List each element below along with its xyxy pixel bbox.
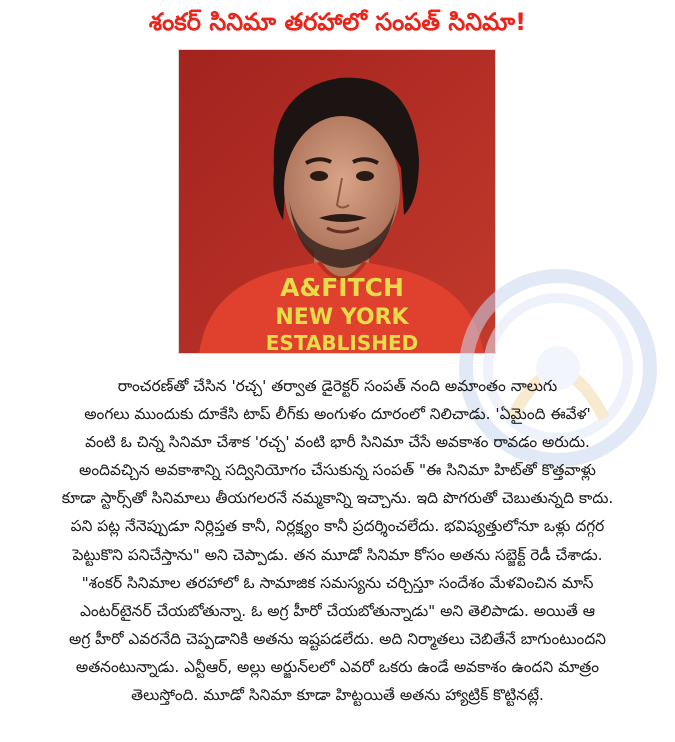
shirt-print-line-2: NEW YORK (275, 305, 409, 330)
article-line: తెలుస్తోంది. మూడో సినిమా కూడా హిట్టయితే అతను హ్యాట్రిక్ కొట్టినట్లే. (131, 686, 544, 705)
article-line: అతనంటున్నాడు. ఎన్టీఆర్, అల్లు అర్జున్‌లలో ఎవరో ఒకరు ఉండే అవకాశం ఉందని మాత్రం (75, 657, 600, 676)
article-line: "శంకర్ సినిమాల తరహాలో ఓ సామాజిక సమస్యను చర్చిస్తూ సందేశం మేళవించిన మాస్ (81, 573, 594, 592)
article-line: అంగలు ముందుకు దూకేసి టాప్ లీగ్‌కు అంగుళం దూరంలో నిలిచాడు. 'ఏమైంది ఈవేళ' (84, 405, 591, 424)
shirt-print-line-1: A&FITCH (280, 273, 404, 302)
article-line: అగ్ర హీరో ఎవరనేది చెప్పడానికి అతను ఇష్టపడలేదు. అది నిర్మాతలు చెబితేనే బాగుంటుందని (69, 629, 606, 648)
article-body (0, 372, 675, 709)
article-headline: శంకర్ సినిమా తరహాలో సంపత్ సినిమా! (148, 8, 527, 36)
article-line: అందివచ్చిన అవకాశాన్ని సద్వినియోగం చేసుకున్న సంపత్ "ఈ సినిమా హిట్‌తో కొత్తవాళ్లు (79, 461, 596, 480)
article-line: ఎంటర్‌టైనర్ చేయబోతున్నా. ఓ అగ్ర హీరో చేయబోతున్నాడు" అని తెలిపాడు. అయితే ఆ (79, 601, 595, 620)
article-line: కూడా స్టార్స్‌తో సినిమాలు తీయగలరనే నమ్మకాన్ని ఇచ్చాను. ఇది పొగరుతో చెబుతున్నది కాదు. (61, 489, 614, 508)
article-line: వంటి ఓ చిన్న సినిమా చేశాక 'రచ్చ' వంటి భారీ సినిమా చేసే అవకాశం రావడం అరుదు. (85, 433, 590, 452)
shirt-print-line-3: ESTABLISHED (265, 331, 419, 354)
article-photo (178, 49, 496, 354)
article-line: పని పట్ల నేనెప్పుడూ నిర్లిప్తత కానీ, నిర్లక్ష్యం కానీ ప్రదర్శించలేదు. భవిష్యత్తులోనూ ఒళ్లు దగ్గర (70, 517, 605, 536)
article-line: రాంచరణ్‌తో చేసిన 'రచ్చ' తర్వాత డైరెక్టర్ సంపత్ నంది అమాంతం నాలుగు (117, 377, 558, 395)
article-line: పెట్టుకొని పనిచేస్తాను" అని చెప్పాడు. తన మూడో సినిమా కోసం అతను సబ్జెక్ట్ రెడీ చేశాడు. (72, 545, 603, 564)
